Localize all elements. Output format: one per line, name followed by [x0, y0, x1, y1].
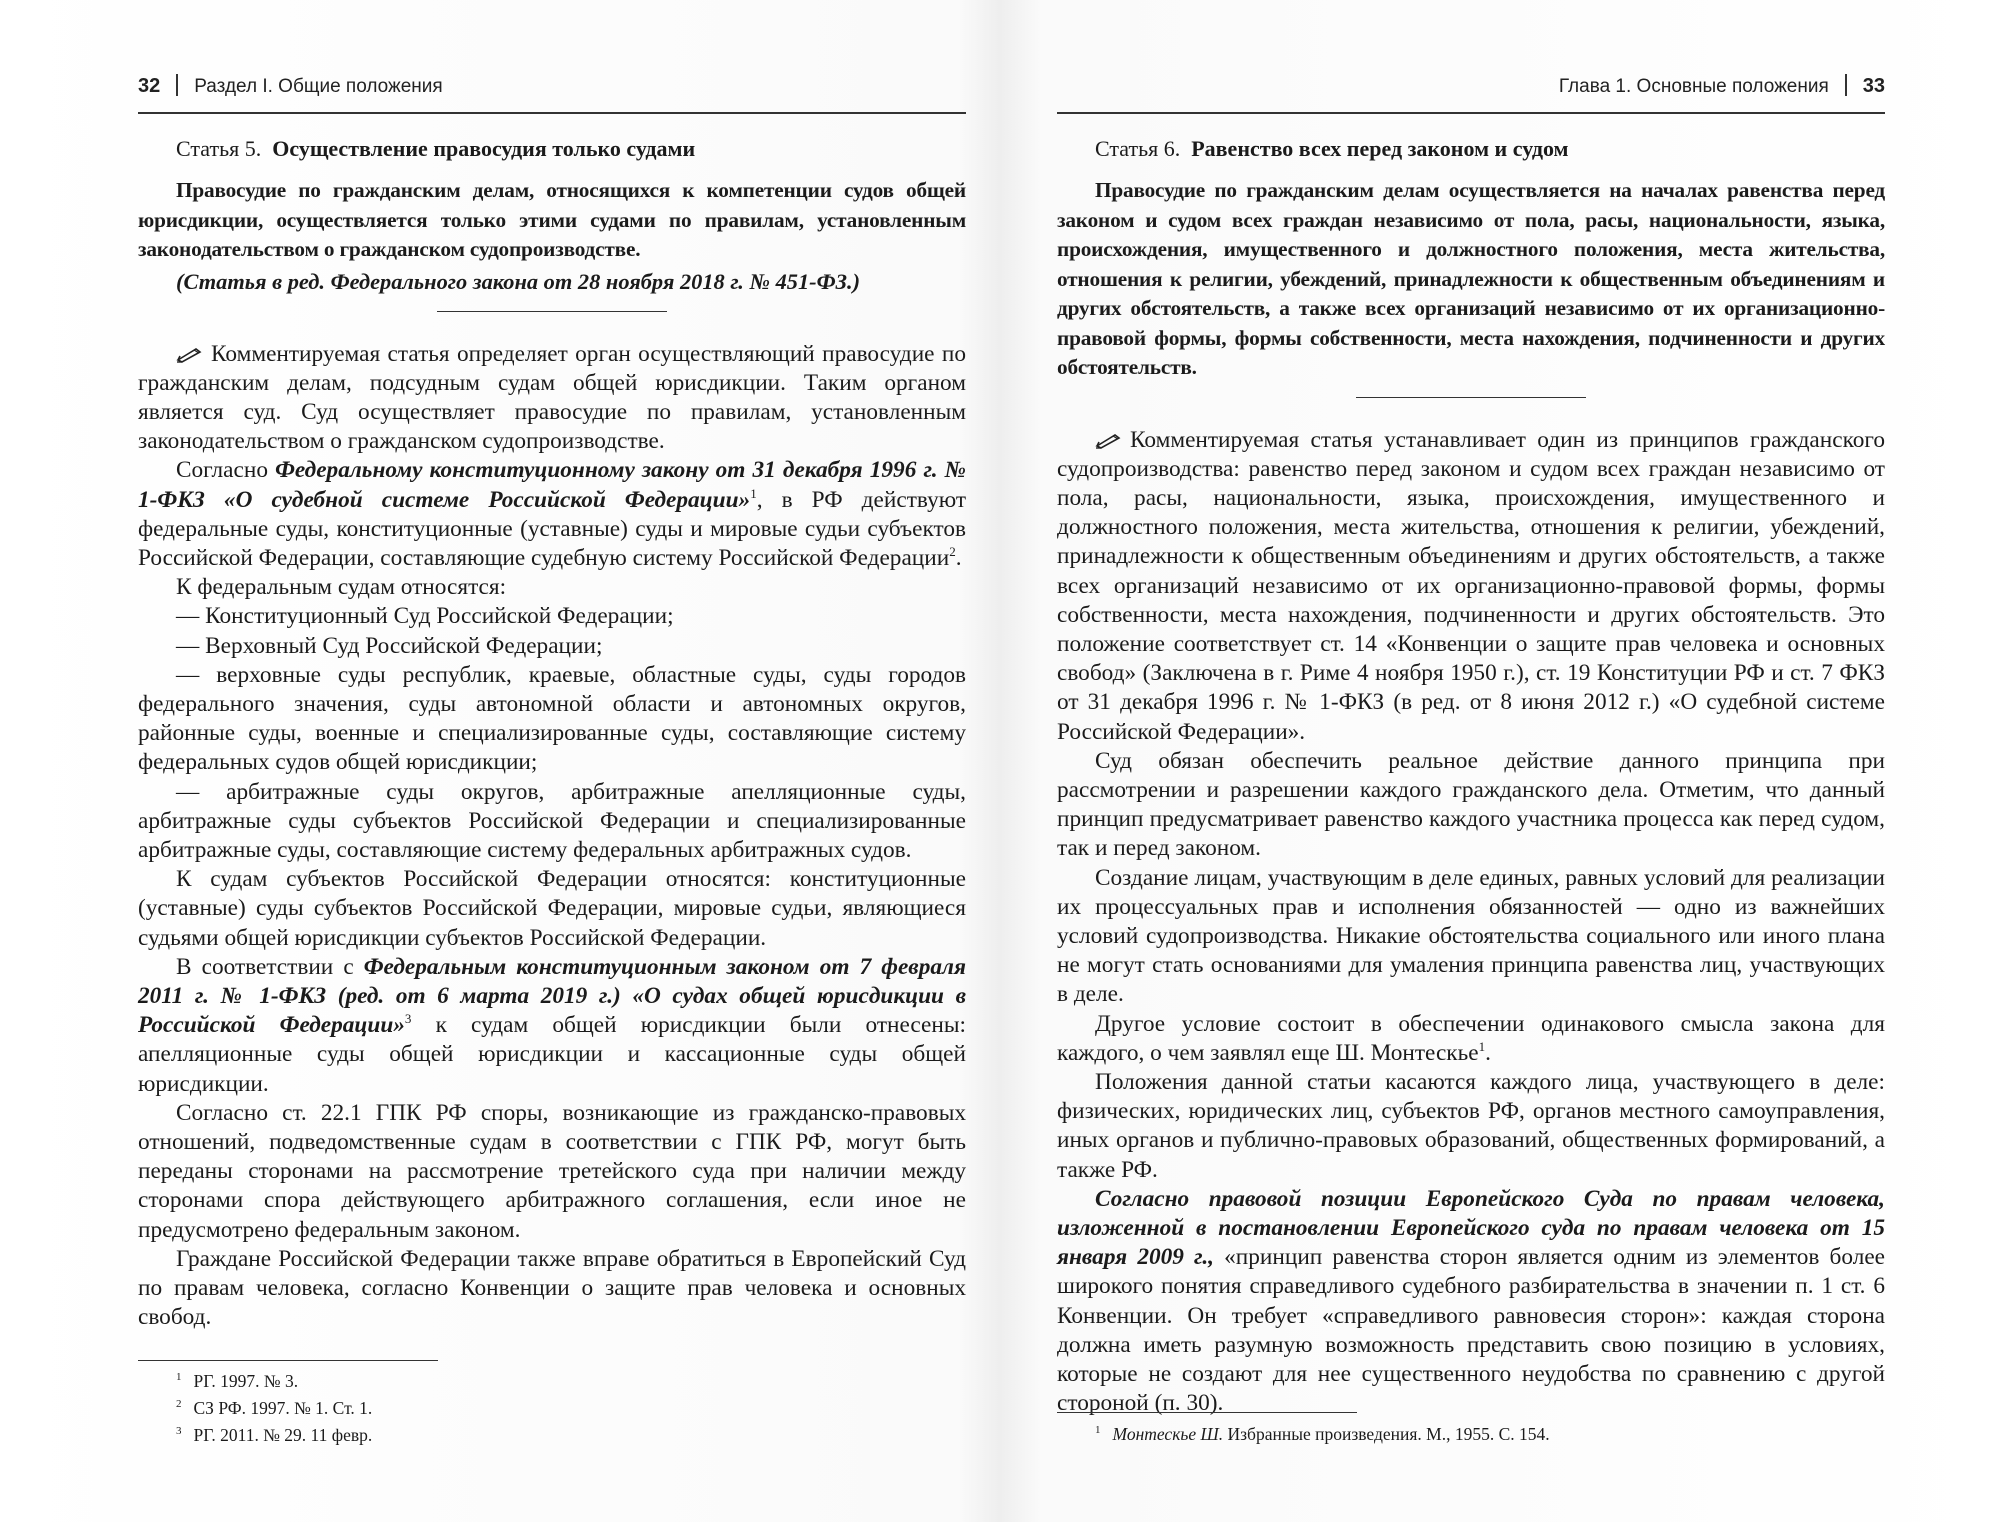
footnote: $^3$ РГ. 2011. № 29. 11 февр.	[176, 1425, 373, 1445]
page-number: 32	[138, 75, 161, 97]
footnote: $^2$ СЗ РФ. 1997. № 1. Ст. 1.	[176, 1398, 373, 1418]
list-item: — Конституционный Суд Российской Федерации;	[176, 603, 674, 630]
running-header-right	[1057, 74, 1885, 108]
article-label: Статья 6.	[1095, 136, 1181, 161]
footnotes-left	[138, 1368, 966, 1449]
header-separator	[1845, 74, 1847, 96]
comment-paragraph: Согласно Федеральному конституционному закону от 31 декабря 1996 г. № 1-ФКЗ «О судебной системе Российской Федерации»$^1$, в РФ действуют федеральные суды, конституционные (уставные) суды и мировые судьи субъектов Российской Федерации, составляющие судебную систему Российской Федерации$^2$.	[138, 457, 966, 571]
footnote-marker[interactable]: 2	[949, 544, 956, 560]
law-reference: Федеральным конституционным законом от 7 февраля 2011 г. № 1-ФКЗ (ред. от 6 марта 2019 г.) «О судах общей юрисдикции в Российской Федерации»	[138, 953, 966, 1039]
chapter-title: Глава 1. Основные положения	[1558, 76, 1829, 97]
court-position-reference: Согласно правовой позиции Европейского Суда по правам человека, изложенной в постановлении Европейского суда по правам человека от 15 января 2009 г.,	[1057, 1185, 1885, 1271]
law-reference: Федеральному конституционному закону от 31 декабря 1996 г. № 1-ФКЗ «О судебной системе Российской Федерации»	[138, 457, 966, 513]
header-separator	[176, 74, 178, 96]
footnote-author: Монтескье Ш.	[1112, 1424, 1224, 1444]
article-title: Осуществление правосудия только судами	[272, 136, 696, 161]
list-item: — арбитражные суды округов, арбитражные апелляционные суды, арбитражные суды субъектов Российской Федерации и специализированные арбитражные суды, составляющие систему федеральных арбитражных судов.	[138, 778, 966, 863]
header-rule	[1057, 112, 1885, 114]
left-page-body	[138, 128, 966, 1332]
footnote-marker[interactable]: 3	[404, 1011, 412, 1027]
comment-paragraph: К судам субъектов Российской Федерации относятся: конституционные (уставные) суды субъектов Российской Федерации, мировые судьи, являющиеся судьями общей юрисдикции субъектов Российской Федерации.	[138, 866, 966, 951]
comment-paragraph: Комментируемая статья устанавливает один из принципов гражданского судопроизводства: равенство перед законом и судом всех граждан независимо от пола, расы, национальности, языка, происхождения, имущественного и должностного положения, места жительства, отношения к религии, убеждений, принадлежности к общественным объединениям и других обстоятельств, а также всех организаций независимо от их организационно-правовой формы, формы собственности, места нахождения, подчиненности и других обстоятельств. Это положение соответствует ст. 14 «Конвенции о защите прав человека и основных свобод» (Заключена в г. Риме 4 ноября 1950 г.), ст. 19 Конституции РФ и ст. 7 ФКЗ от 31 декабря 1996 г. № 1-ФКЗ (в ред. от 8 июня 2012 г.) «О судебной системе Российской Федерации».	[1057, 426, 1885, 745]
article-text: Правосудие по гражданским делам, относящихся к компетенции судов общей юрисдикции, осуществляется только этими судами по правилам, установленным законодательством о гражданском судопроизводстве.	[138, 178, 966, 261]
comment-paragraph: К федеральным судам относятся:	[176, 574, 507, 601]
comment-paragraph: Положения данной статьи касаются каждого лица, участвующего в деле: физических, юридических лиц, субъектов РФ, органов местного самоуправления, иных органов и публично-правовых образований, общественных формирований, а также РФ.	[1057, 1068, 1885, 1183]
footnote: $^1$ РГ. 1997. № 3.	[176, 1371, 299, 1391]
article-title: Равенство всех перед законом и судом	[1191, 136, 1569, 161]
footnotes-right	[1057, 1421, 1885, 1448]
comment-paragraph: Комментируемая статья определяет орган осуществляющий правосудие по гражданским делам, подсудным судам общей юрисдикции. Таким органом является суд. Суд осуществляет правосудие по правилам, установленным законодательством о гражданском судопроизводстве.	[138, 340, 966, 455]
list-item: — верховные суды республик, краевые, областные суды, суды городов федерального значения, суды автономной области и автономных округов, районные суды, военные и специализированные суды, составляющие систему федеральных судов общей юрисдикции;	[138, 661, 966, 776]
list-item: — Верховный Суд Российской Федерации;	[176, 632, 603, 659]
footnote-marker[interactable]: 1	[750, 485, 757, 501]
header-rule	[138, 112, 966, 114]
comment-paragraph: В соответствии с Федеральным конституционным законом от 7 февраля 2011 г. № 1-ФКЗ (ред. от 6 марта 2019 г.) «О судах общей юрисдикции в Российской Федерации»$^3$ к судам общей юрисдикции были отнесены: апелляционные суды общей юрисдикции и кассационные суды общей юрисдикции.	[138, 953, 966, 1097]
comment-paragraph: Согласно ст. 22.1 ГПК РФ споры, возникающие из гражданско-правовых отношений, подведомственные судам в соответствии с ГПК РФ, могут быть переданы сторонами на рассмотрение третейского суда при наличии между сторонами спора действующего арбитражного соглашения, если иное не предусмотрено федеральным законом.	[138, 1099, 966, 1243]
footnote: $^1$ Монтескье Ш. Избранные произведения. М., 1955. С. 154.	[1095, 1424, 1550, 1444]
comment-paragraph: Суд обязан обеспечить реальное действие данного принципа при рассмотрении и разрешении каждого гражданского дела. Отметим, что данный принцип предусматривает равенство каждого участника процесса как перед судом, так и перед законом.	[1057, 747, 1885, 862]
article-text: Правосудие по гражданским делам осуществляется на началах равенства перед законом и судом всех граждан независимо от пола, расы, национальности, языка, происхождения, имущественного и должностного положения, места жительства, отношения к религии, убеждений, принадлежности к общественным объединениям и других обстоятельств, а также всех организаций независимо от их организационно-правовой формы, формы собственности, места нахождения, подчиненности и других обстоятельств.	[1057, 178, 1885, 379]
comment-paragraph: Другое условие состоит в обеспечении одинакового смысла закона для каждого, о чем заявлял еще Ш. Монтескье$^1$.	[1057, 1010, 1885, 1066]
footnote-rule	[1057, 1412, 1357, 1413]
article-heading	[1095, 134, 1885, 164]
comment-paragraph: Создание лицам, участвующим в деле единых, равных условий для реализации их процессуальных прав и исполнения обязанностей — одно из важнейших условий судопроизводства. Никакие обстоятельства социального или иного плана не могут стать основаниями для умаления принципа равенства лиц, участвующих в деле.	[1057, 864, 1885, 1008]
pen-icon	[176, 345, 203, 363]
left-page	[138, 0, 966, 1522]
article-divider	[437, 311, 667, 312]
comment-paragraph: Согласно правовой позиции Европейского Суда по правам человека, изложенной в постановлении Европейского суда по правам человека от 15 января 2009 г., «принцип равенства сторон является одним из элементов более широкого понятия справедливого судебного разбирательства в значении п. 1 ст. 6 Конвенции. Он требует «справедливого равновесия сторон»: каждая сторона должна иметь разумную возможность представить свою позицию в условиях, которые не создают для нее существенного неудобства по сравнению с другой стороной (п. 30).	[1057, 1185, 1886, 1417]
section-title: Раздел I. Общие положения	[194, 76, 443, 97]
page-number: 33	[1862, 75, 1885, 97]
footnote-rule	[138, 1360, 438, 1361]
article-label: Статья 5.	[176, 136, 262, 161]
footnote-marker[interactable]: 1	[1478, 1039, 1486, 1054]
article-divider	[1356, 397, 1586, 398]
article-heading	[176, 134, 966, 164]
pen-icon	[1095, 431, 1122, 449]
comment-paragraph: Граждане Российской Федерации также вправе обратиться в Европейский Суд по правам человека, согласно Конвенции о защите прав человека и основных свобод.	[138, 1245, 966, 1331]
running-header-left	[138, 74, 966, 108]
right-page-body	[1057, 128, 1885, 1418]
article-amendment-note: (Статья в ред. Федерального закона от 28 ноября 2018 г. № 451-ФЗ.)	[176, 268, 861, 294]
right-page	[1057, 0, 1885, 1522]
